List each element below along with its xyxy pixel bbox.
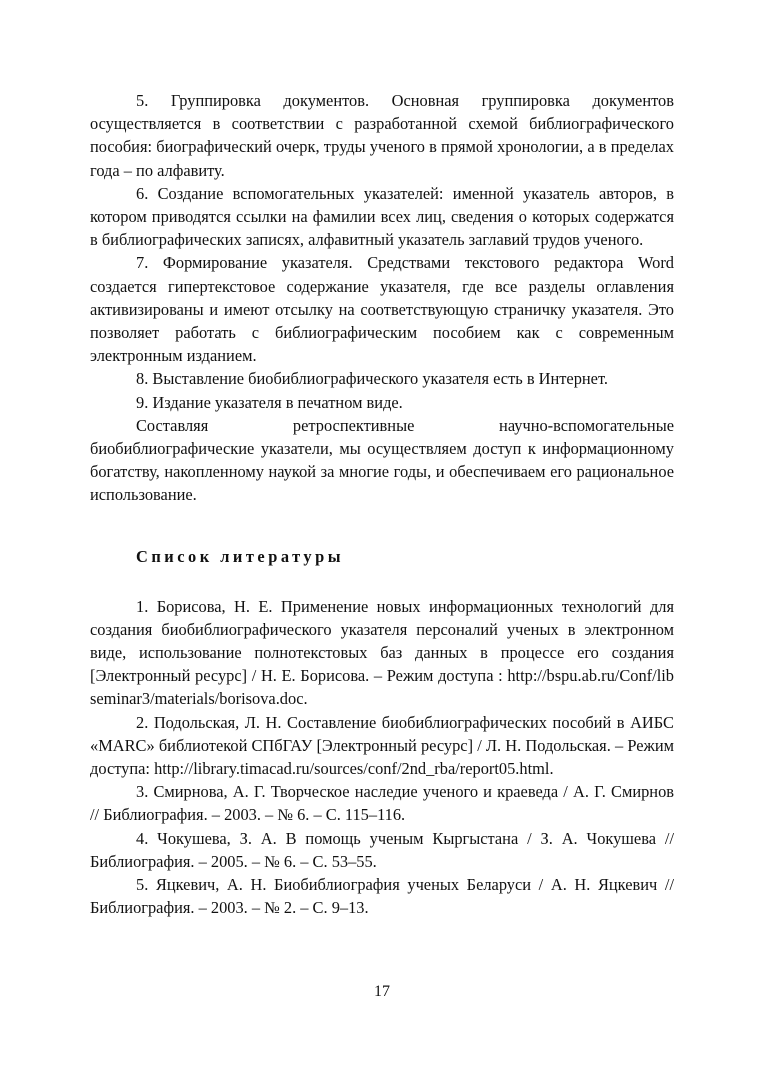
references-list bbox=[90, 595, 674, 920]
reference-text: 3. Смирнова, А. Г. Творческое наследие ученого и краеведа / А. Г. Смирнов // Библиография. – 2003. – № 6. – С. 115–116. bbox=[90, 782, 674, 825]
references-heading: Список литературы bbox=[136, 546, 345, 566]
paragraph-print-publication: 9. Издание указателя в печатном виде. bbox=[136, 392, 403, 412]
reference-url: http://bspu.ab.ru/Conf/libseminar3/materials/borisova.doc. bbox=[90, 666, 674, 709]
page-number: 17 bbox=[374, 983, 390, 1000]
reference-item bbox=[90, 595, 674, 711]
reference-text: 5. Яцкевич, А. Н. Биобиблиография ученых Беларуси / А. Н. Яцкевич // Библиография. – 2003. – № 2. – С. 9–13. bbox=[90, 875, 674, 918]
paragraph-conclusion: Составляя ретроспективные научно-вспомогательные биобиблиографические указатели, мы осуществляем доступ к информационному богатству, накопленному наукой за многие годы, и обеспечиваем его рациональное использование. bbox=[90, 415, 674, 505]
reference-item bbox=[90, 873, 674, 919]
reference-url: http://library.timacad.ru/sources/conf/2nd_rba/report05.html. bbox=[154, 759, 554, 779]
reference-item bbox=[90, 711, 674, 781]
reference-text: 4. Чокушева, З. А. В помощь ученым Кыргыстана / З. А. Чокушева // Библиография. – 2005. – № 6. – С. 53–55. bbox=[90, 828, 674, 871]
reference-item bbox=[90, 780, 674, 826]
reference-text: 2. Подольская, Л. Н. Составление биобиблиографических пособий в АИБС «MARC» библиотекой СПбГАУ [Электронный ресурс] / Л. Н. Подольская. – Режим доступа: bbox=[90, 712, 674, 779]
paragraph-internet-publication: 8. Выставление биобиблиографического указателя есть в Интернет. bbox=[136, 369, 608, 389]
reference-item bbox=[90, 827, 674, 873]
page-content bbox=[90, 89, 674, 920]
paragraph-forming-index: 7. Формирование указателя. Средствами текстового редактора Word создается гипертекстовое содержание указателя, где все разделы оглавления активизированы и имеют отсылку на соответствующую страничку указателя. Это позволяет работать с библиографическим пособием как с современным электронным изданием. bbox=[90, 253, 674, 366]
paragraph-auxiliary-indexes: 6. Создание вспомогательных указателей: именной указатель авторов, в котором приводятся ссылки на фамилии всех лиц, сведения о которых содержатся в библиографических записях, алфавитный указатель заглавий трудов ученого. bbox=[90, 183, 674, 250]
paragraph-grouping: 5. Группировка документов. Основная группировка документов осуществляется в соответствии с разработанной схемой библиографического пособия: биографический очерк, труды ученого в прямой хронологии, а в пределах года – по алфавиту. bbox=[90, 91, 674, 180]
reference-text: 1. Борисова, Н. Е. Применение новых информационных технологий для создания биобиблиографического указателя персоналий ученых в электронном виде, использование полнотекстовых баз данных в процессе его создания [Электронный ресурс] / Н. Е. Борисова. – Режим доступа : bbox=[90, 596, 674, 686]
